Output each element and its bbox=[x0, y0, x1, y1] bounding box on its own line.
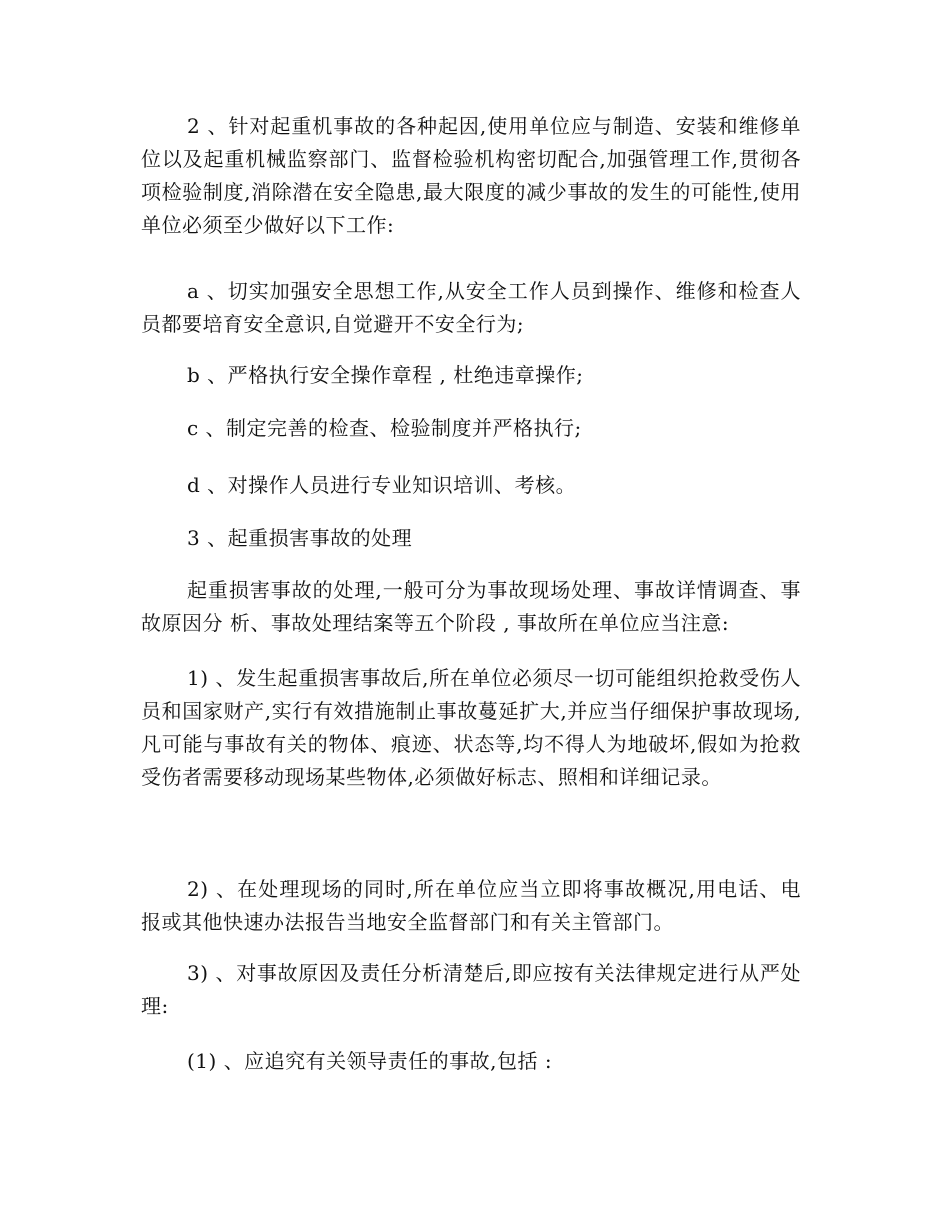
paragraph-item-1: 1) 、发生起重损害事故后,所在单位必须尽一切可能组织抢救受伤人员和国家财产,实行有效措施制止事故蔓延扩大,并应当仔细保护事故现场,凡可能与事故有关的物体、痕迹、状态等,均不得人为地破坏,假如为抢救受伤者需要移动现场某些物体,必须做好标志、照相和详细记录。 bbox=[141, 666, 801, 789]
paragraph-accident-handling: 起重损害事故的处理,一般可分为事故现场处理、事故详情调查、事故原因分 析、事故处理结案等五个阶段 , 事故所在单位应当注意: bbox=[141, 578, 801, 635]
paragraph-item-b: b 、严格执行安全操作章程 , 杜绝违章操作; bbox=[187, 363, 584, 387]
paragraph-item-c: c 、制定完善的检查、检验制度并严格执行; bbox=[187, 416, 582, 440]
section-heading-3: 3 、起重损害事故的处理 bbox=[187, 526, 413, 550]
paragraph-item-3: 3) 、对事故原因及责任分析清楚后,即应按有关法律规定进行从严处理: bbox=[141, 961, 801, 1018]
paragraph-subitem-1: (1) 、应追究有关领导责任的事故,包括 : bbox=[187, 1049, 553, 1073]
paragraph-item-d: d 、对操作人员进行专业知识培训、考核。 bbox=[187, 473, 577, 497]
paragraph-item-2: 2) 、在处理现场的同时,所在单位应当立即将事故概况,用电话、电报或其他快速办法报告当地安全监督部门和有关主管部门。 bbox=[141, 877, 801, 934]
paragraph-crane-accident-causes: 2 、针对起重机事故的各种起因,使用单位应与制造、安装和维修单位以及起重机械监察部门、监督检验机构密切配合,加强管理工作,贯彻各项检验制度,消除潜在安全隐患,最大限度的减少事故的发生的可能性,使用单位必须至少做好以下工作: bbox=[141, 114, 801, 237]
paragraph-item-a: a 、切实加强安全思想工作,从安全工作人员到操作、维修和检查人员都要培育安全意识,自觉避开不安全行为; bbox=[141, 279, 801, 336]
